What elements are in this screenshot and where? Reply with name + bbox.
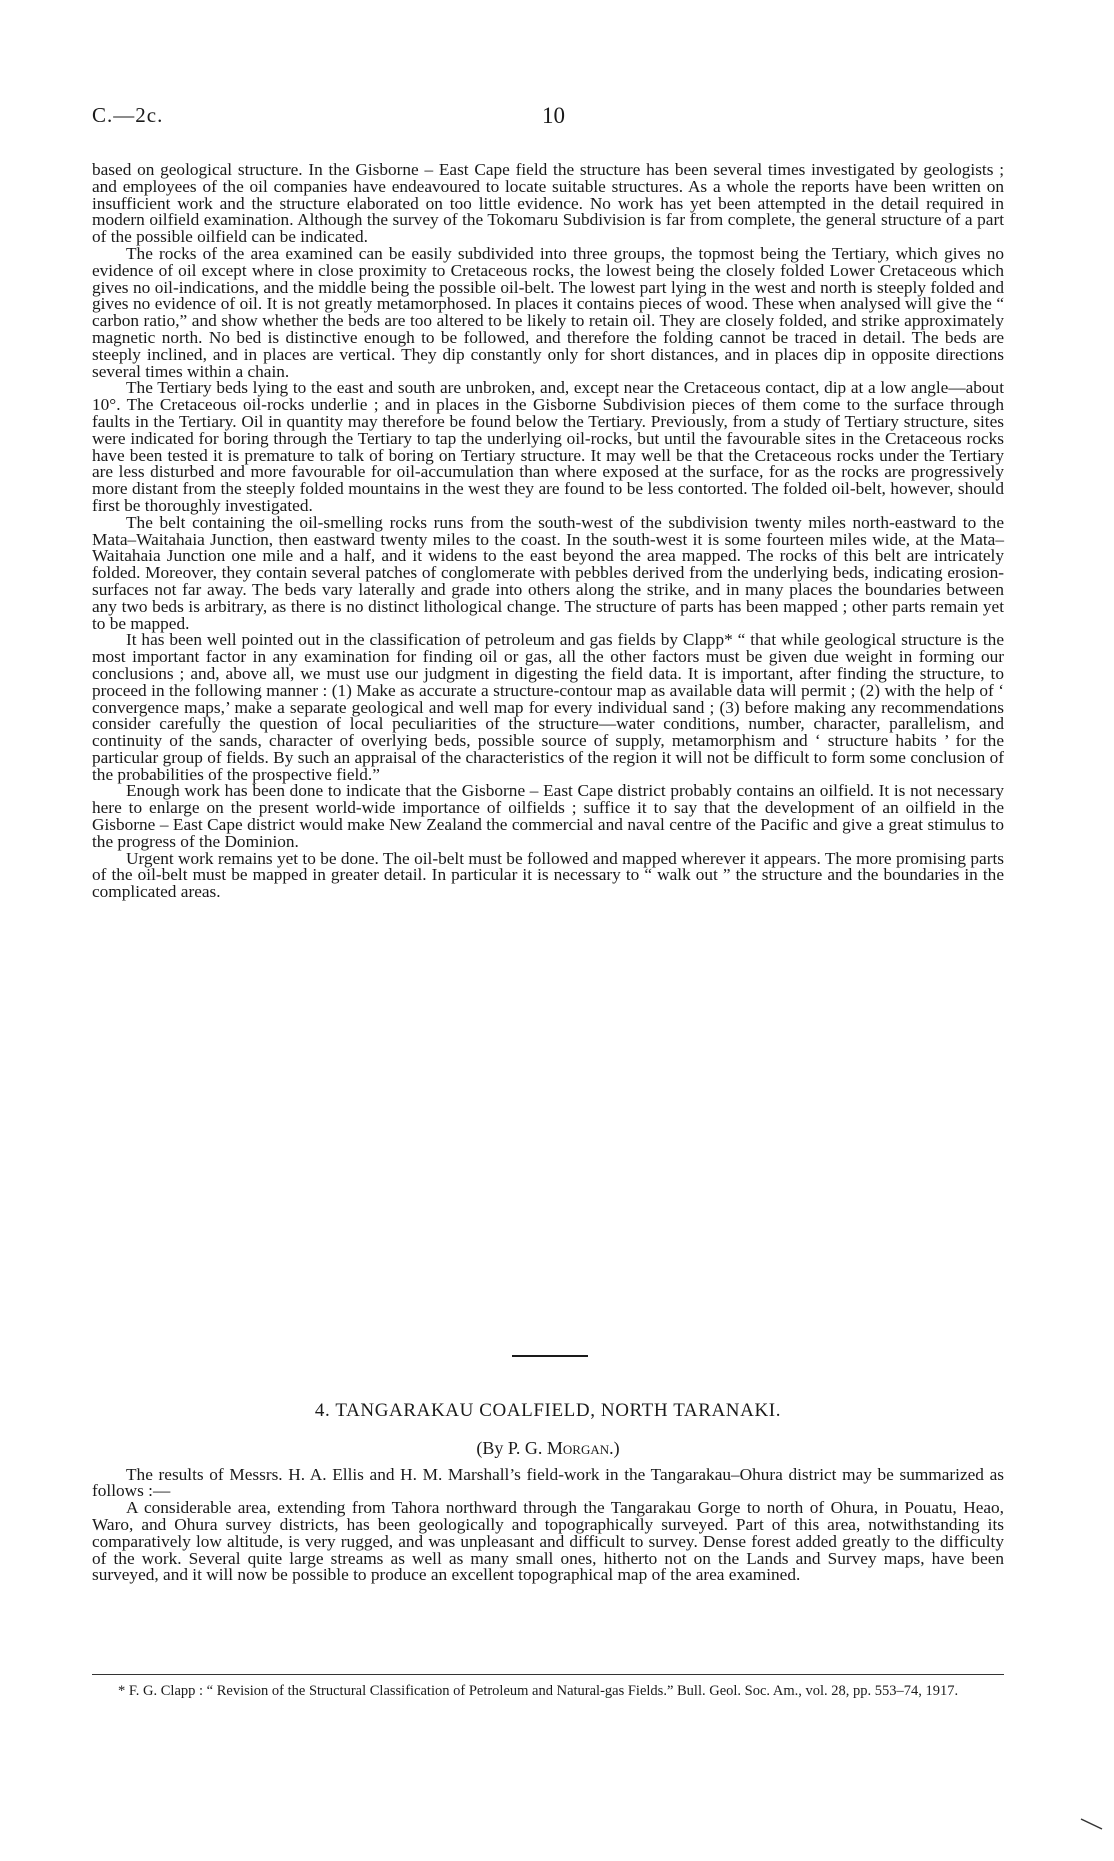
paragraph: Urgent work remains yet to be done. The oil-belt must be followed and mapped wherever it appears. The more promising parts of the oil-belt must be mapped in greater detail. In particular it is necessary to “ walk out ” the structure and the boundaries in the complicated areas.: [92, 848, 1004, 902]
paragraph: The belt containing the oil-smelling rocks runs from the south-west of the subdivision twenty miles north-eastward to the Mata–Waitahaia Junction, then eastward twenty miles to the coast. In the south-west it is some fourteen miles wide, at the Mata–Waitahaia Junction one mile and a half, and it widens to the east beyond the area mapped. The rocks of this belt are intricately folded. Moreover, they contain several patches of conglomerate with pebbles derived from the underlying beds, indicating erosion-surfaces not far away. The beds vary laterally and grade into others along the strike, and in many places the boundaries between any two beds is arbitrary, as there is no distinct lithological change. The structure of parts has been mapped ; other parts remain yet to be mapped.: [92, 512, 1004, 633]
page-header: [92, 103, 1004, 133]
section-tangarakau: [92, 1400, 1004, 1585]
paragraph: A considerable area, extending from Tahora northward through the Tangarakau Gorge to north of Ohura, in Pouatu, Heao, Waro, and Ohura survey districts, has been geologically and topographically surveyed. Part of this area, notwithstanding its comparatively low altitude, is very rugged, and was unpleasant and difficult to survey. Dense forest added greatly to the difficulty of the work. Several quite large streams as well as many small ones, hitherto not on the Lands and Survey maps, have been surveyed, and it will now be possible to produce an excellent topographical map of the area examined.: [92, 1498, 1004, 1585]
byline-suffix: ): [613, 1437, 620, 1458]
body-text: [92, 162, 1004, 901]
section-divider: [512, 1355, 588, 1357]
paragraph: It has been well pointed out in the classification of petroleum and gas fields by Clapp* “ that while geological structure is the most important factor in any examination for finding oil or gas, all the other factors must be given due weight in forming our conclusions ; and, above all, we must use our judgment in digesting the field data. It is important, after finding the structure, to proceed in the following manner : (1) Make as accurate a structure-contour map as available data will permit ; (2) with the help of ‘ convergence maps,’ make a separate geological and well map for every individual sand ; (3) before making any recommendations consider carefully the question of local peculiarities of the structure—water conditions, number, character, parallelism, and continuity of the sands, character of overlying beds, possible source of supply, metamorphism and ‘ structure habits ’ for the particular group of fields. By such an appraisal of the characteristics of the region it will not be difficult to form some conclusion of the probabilities of the prospective field.”: [92, 630, 1004, 784]
paragraph: The results of Messrs. H. A. Ellis and H. M. Marshall’s field-work in the Tangarakau–Ohura district may be summarized as follows :—: [92, 1464, 1004, 1501]
byline-author: Morgan.: [546, 1437, 614, 1458]
corner-mark: [1080, 1817, 1104, 1831]
paragraph: The rocks of the area examined can be easily subdivided into three groups, the topmost being the Tertiary, which gives no evidence of oil except where in close proximity to Cretaceous rocks, the lowest being the closely folded Lower Cretaceous which gives no oil-indications, and the middle being the possible oil-belt. The lowest part lying in the west and north is steeply folded and gives no evidence of oil. It is not greatly metamorphosed. In places it contains pieces of wood. These when analysed will give the “ carbon ratio,” and show whether the beds are too altered to be likely to retain oil. They are closely folded, and strike approximately magnetic north. No bed is distinctive enough to be followed, and therefore the folding cannot be traced in detail. The beds are steeply inclined, and in places are vertical. They dip constantly only for short distances, and in places dip in opposite directions several times within a chain.: [92, 243, 1004, 381]
footnote-rule: [92, 1674, 1004, 1675]
byline: [92, 1437, 1004, 1458]
paragraph: based on geological structure. In the Gisborne – East Cape field the structure has been several times investigated by geologists ; and employees of the oil companies have endeavoured to locate suitable structures. As a whole the reports have been written on insufficient work and the structure elaborated on too little evidence. No work has yet been attempted in the detail required in modern oilfield examination. Although the survey of the Tokomaru Subdivision is far from complete, the general structure of a part of the possible oilfield can be indicated.: [92, 160, 1004, 247]
section-heading: 4. TANGARAKAU COALFIELD, NORTH TARANAKI.: [314, 1400, 782, 1421]
paragraph: Enough work has been done to indicate that the Gisborne – East Cape district probably contains an oilfield. It is not necessary here to enlarge on the present world-wide importance of oilfields ; suffice it to say that the development of an oilfield in the Gisborne – East Cape district would make New Zealand the commercial and naval centre of the Pacific and give a great stimulus to the progress of the Dominion.: [92, 781, 1004, 851]
paragraph: The Tertiary beds lying to the east and south are unbroken, and, except near the Cretaceous contact, dip at a low angle—about 10°. The Cretaceous oil-rocks underlie ; and in places in the Gisborne Subdivision pieces of them come to the surface through faults in the Tertiary. Oil in quantity may therefore be found below the Tertiary. Previously, from a study of Tertiary structure, sites were indicated for boring through the Tertiary to tap the underlying oil-rocks, but until the favourable sites in the Cretaceous rocks have been tested it is premature to talk of boring on Tertiary structure. It may well be that the Cretaceous rocks under the Tertiary are less disturbed and more favourable for oil-accumulation than where exposed at the surface, for as the rocks are progressively more distant from the steeply folded mountains in the west they are found to be less contorted. The folded oil-belt, however, should first be thoroughly investigated.: [92, 378, 1004, 515]
page-number: 10: [542, 103, 565, 128]
footnote: * F. G. Clapp : “ Revision of the Structural Classification of Petroleum and Natural-gas Fields.” Bull. Geol. Soc. Am., vol. 28, pp. 553–74, 1917.: [118, 1683, 959, 1699]
document-reference: C.—2c.: [92, 103, 164, 127]
byline-prefix: (By P. G.: [476, 1437, 547, 1458]
